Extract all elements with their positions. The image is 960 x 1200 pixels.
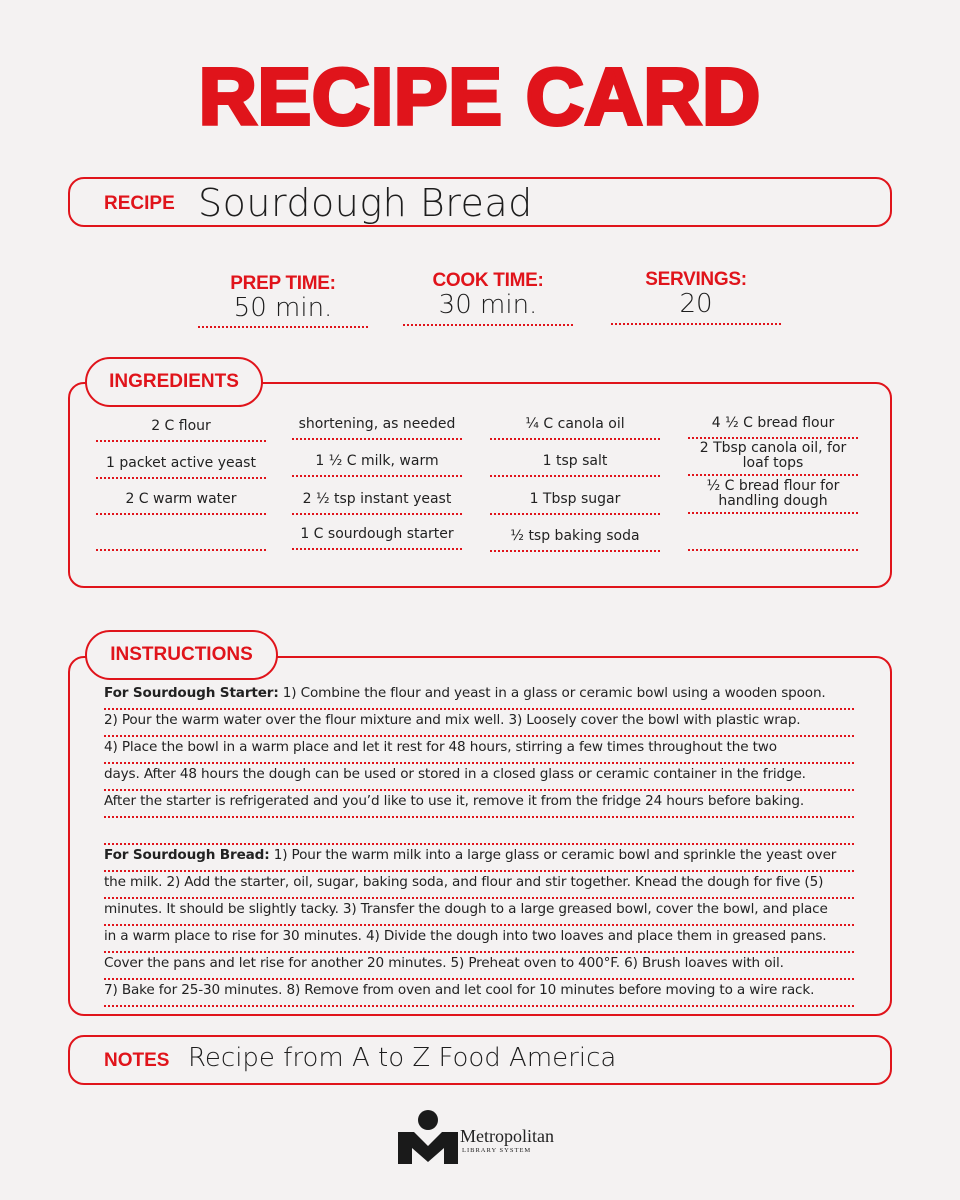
ingredient-item: shortening, as needed (292, 404, 462, 440)
ingredient-item: 1 C sourdough starter (292, 514, 462, 550)
ingredient-item: 1 ½ C milk, warm (292, 441, 462, 477)
logo-brand: Metropolitan (460, 1126, 554, 1146)
instruction-line: 2) Pour the warm water over the flour mixture and mix well. 3) Loosely cover the bowl with plastic wrap. (104, 710, 854, 737)
ingredient-item: 2 C warm water (96, 479, 266, 515)
ingredient-item: 1 Tbsp sugar (490, 479, 660, 515)
instructions-label: INSTRUCTIONS (85, 630, 278, 680)
instruction-line: days. After 48 hours the dough can be used or stored in a closed glass or ceramic container in the fridge. (104, 764, 854, 791)
instruction-line (104, 845, 854, 872)
instruction-line: 4) Place the bowl in a warm place and let it rest for 48 hours, stirring a few times throughout the two (104, 737, 854, 764)
notes-text: Recipe from A to Z Food America (188, 1043, 617, 1073)
ingredient-item: 1 tsp salt (490, 441, 660, 477)
divider (611, 323, 781, 325)
logo-subtitle: LIBRARY SYSTEM (462, 1147, 532, 1154)
instruction-line (104, 818, 854, 845)
ingredient-item (96, 515, 266, 551)
instruction-line: the milk. 2) Add the starter, oil, sugar, baking soda, and flour and stir together. Knead the dough for five (5) (104, 872, 854, 899)
cook-time-value: 30 min. (438, 290, 538, 320)
instruction-line: minutes. It should be slightly tacky. 3) Transfer the dough to a large greased bowl, cover the bowl, and place (104, 899, 854, 926)
library-m-icon (396, 1110, 458, 1166)
starter-heading: For Sourdough Starter: (104, 685, 279, 701)
servings-value: 20 (679, 289, 713, 319)
divider (198, 326, 368, 328)
ingredient-item: 2 C flour (96, 406, 266, 442)
ingredient-item: 1 packet active yeast (96, 443, 266, 479)
ingredient-item: 4 ½ C bread flour (688, 403, 858, 439)
servings (611, 269, 781, 319)
prep-time (198, 273, 368, 323)
metropolitan-library-logo (396, 1110, 596, 1166)
prep-time-label: PREP TIME: (230, 273, 336, 294)
notes-label: NOTES (104, 1050, 170, 1071)
instruction-line: 7) Bake for 25-30 minutes. 8) Remove from oven and let cool for 10 minutes before moving to a wire rack. (104, 980, 854, 1007)
cook-time (403, 270, 573, 320)
instruction-line (104, 683, 854, 710)
instruction-line: in a warm place to rise for 30 minutes. 4) Divide the dough into two loaves and place them in greased pans. (104, 926, 854, 953)
ingredient-item: ¼ C canola oil (490, 404, 660, 440)
servings-label: SERVINGS: (645, 269, 747, 290)
notes-box (68, 1035, 892, 1085)
ingredient-item: 2 Tbsp canola oil, for loaf tops (688, 440, 858, 476)
recipe-name: Sourdough Bread (198, 181, 533, 225)
ingredients-label: INGREDIENTS (85, 357, 263, 407)
bread-heading: For Sourdough Bread: (104, 847, 270, 863)
ingredient-item: ½ C bread flour for handling dough (688, 478, 858, 514)
instruction-line: Cover the pans and let rise for another 20 minutes. 5) Preheat oven to 400°F. 6) Brush loaves with oil. (104, 953, 854, 980)
prep-time-value: 50 min. (233, 293, 333, 323)
instruction-text: 1) Pour the warm milk into a large glass or ceramic bowl and sprinkle the yeast over (269, 847, 837, 863)
recipe-name-box (68, 177, 892, 227)
instruction-line: After the starter is refrigerated and you’d like to use it, remove it from the fridge 24 hours before baking. (104, 791, 854, 818)
divider (403, 324, 573, 326)
instruction-text: 1) Combine the flour and yeast in a glass or ceramic bowl using a wooden spoon. (278, 685, 826, 701)
ingredient-item: 2 ½ tsp instant yeast (292, 479, 462, 515)
page-title: RECIPE CARD (198, 52, 762, 141)
ingredient-item (688, 515, 858, 551)
cook-time-label: COOK TIME: (432, 270, 544, 291)
ingredient-item: ½ tsp baking soda (490, 516, 660, 552)
recipe-label: RECIPE (104, 193, 175, 214)
